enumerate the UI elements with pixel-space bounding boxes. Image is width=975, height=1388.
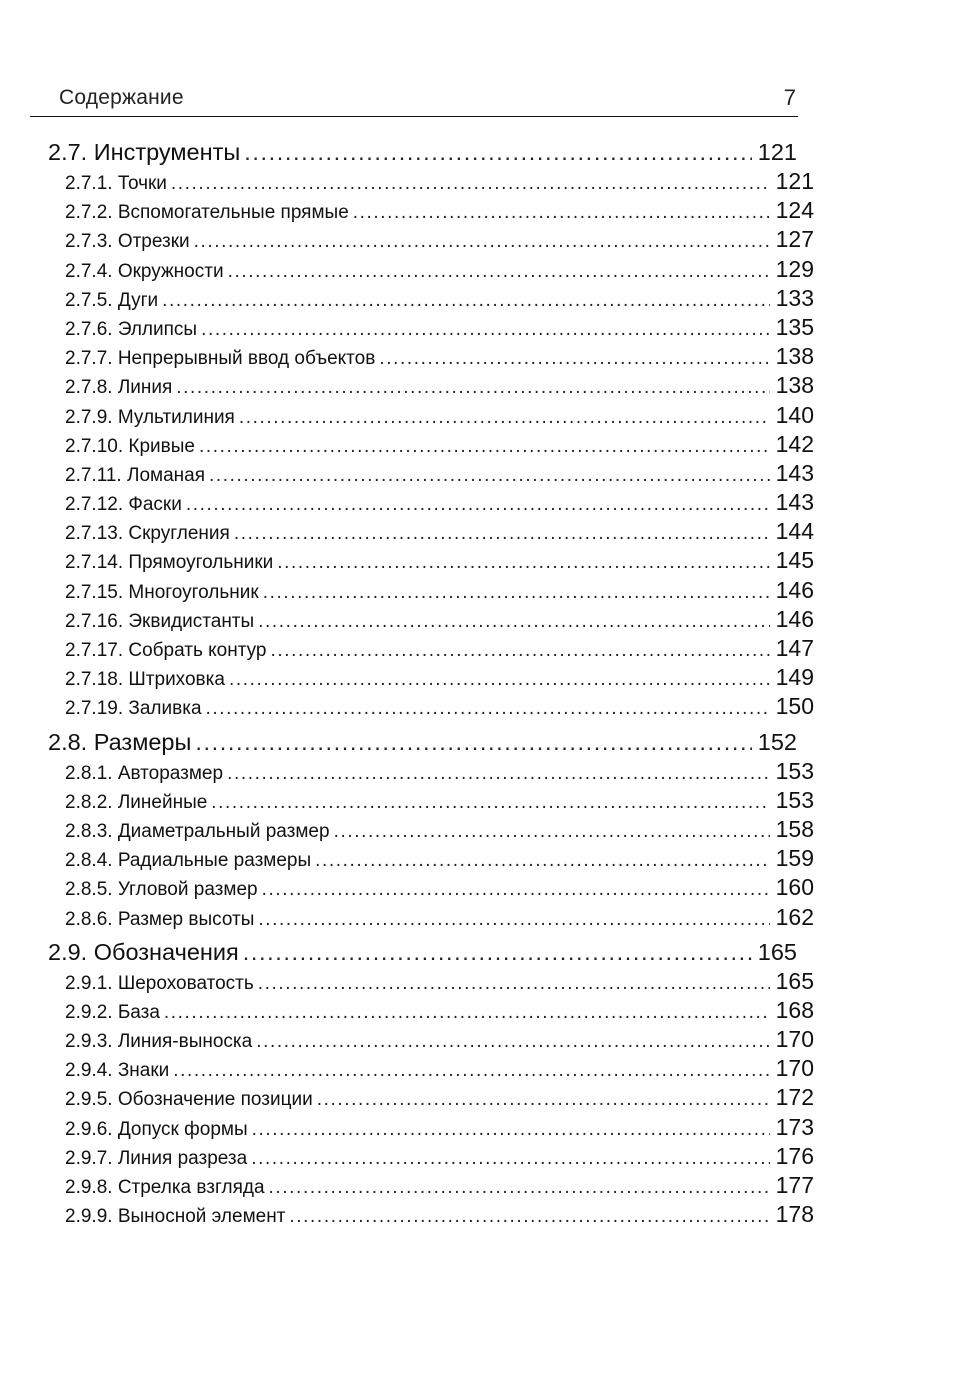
toc-entry-title: 2.8.3. Диаметральный размер <box>65 820 330 842</box>
dot-leader <box>228 257 770 286</box>
toc-entry-page: 173 <box>775 1113 814 1140</box>
toc-entry-page: 176 <box>775 1142 814 1169</box>
dot-leader <box>173 1056 769 1085</box>
toc-entry-page: 147 <box>775 635 814 661</box>
toc-entry-title: 2.7.14. Прямоугольники <box>65 552 274 574</box>
toc-subsection-entry[interactable] <box>48 255 814 284</box>
toc-subsection-entry[interactable] <box>48 1113 814 1142</box>
toc-entry-title: 2.7.17. Собрать контур <box>65 640 267 661</box>
dot-leader <box>269 1173 770 1202</box>
toc-entry-page: 135 <box>775 313 814 340</box>
toc-entry-title: 2.9.2. База <box>65 1001 160 1023</box>
toc-entry-page: 121 <box>775 168 814 194</box>
toc-entry-title: 2.7.16. Эквидистанты <box>65 610 255 632</box>
toc-entry-page: 168 <box>775 996 814 1023</box>
toc-subsection-entry[interactable] <box>48 342 814 371</box>
page-header <box>30 80 798 117</box>
page-number: 7 <box>783 85 796 110</box>
toc-subsection-entry[interactable] <box>48 1083 814 1112</box>
toc-subsection-entry[interactable] <box>48 546 814 575</box>
toc-subsection-entry[interactable] <box>48 815 814 844</box>
toc-entry-title: 2.9.5. Обозначение позиции <box>65 1089 313 1111</box>
toc-entry-page: 140 <box>775 401 814 428</box>
toc-subsection-entry[interactable] <box>48 844 814 873</box>
dot-leader <box>194 227 770 256</box>
toc-entry-title: 2.7.11. Ломаная <box>65 464 205 486</box>
toc-subsection-entry[interactable] <box>48 1142 814 1171</box>
toc-entry-title: 2.7.19. Заливка <box>65 698 202 720</box>
table-of-contents <box>48 138 814 1229</box>
toc-entry-title: 2.7.2. Вспомогательные прямые <box>65 202 349 224</box>
toc-entry-page: 153 <box>775 786 814 813</box>
toc-entry-page: 138 <box>775 343 814 370</box>
toc-entry-page: 160 <box>775 874 814 901</box>
toc-entry-page: 162 <box>775 903 814 930</box>
toc-entry-title: 2.7.6. Эллипсы <box>65 318 198 340</box>
dot-leader <box>186 490 770 519</box>
toc-entry-title: 2.9.4. Знаки <box>65 1060 170 1082</box>
toc-entry-title: 2.7.5. Дуги <box>65 289 159 311</box>
dot-leader <box>162 286 769 315</box>
toc-entry-page: 124 <box>775 197 814 224</box>
toc-subsection-entry[interactable] <box>48 903 814 932</box>
dot-leader <box>171 169 770 198</box>
dot-leader <box>229 665 770 694</box>
toc-entry-title: 2.7.15. Многоугольник <box>65 581 259 603</box>
dot-leader <box>239 403 770 432</box>
toc-entry-title: 2.8.5. Угловой размер <box>65 879 258 901</box>
toc-subsection-entry[interactable] <box>48 663 814 692</box>
toc-entry-page: 144 <box>775 518 814 545</box>
dot-leader <box>317 1085 770 1114</box>
dot-leader <box>334 817 770 846</box>
dot-leader <box>234 519 770 548</box>
toc-entry-page: 153 <box>775 757 814 784</box>
toc-subsection-entry[interactable] <box>48 430 814 459</box>
toc-entry-page: 143 <box>775 459 814 486</box>
toc-entry-page: 172 <box>775 1084 814 1111</box>
dot-leader <box>243 938 752 967</box>
toc-entry-title: 2.7.7. Непрерывный ввод объектов <box>65 348 376 370</box>
toc-entry-page: 177 <box>775 1172 814 1198</box>
toc-section-entry[interactable] <box>48 138 797 167</box>
toc-entry-title: 2.9.1. Шероховатость <box>65 972 254 994</box>
dot-leader <box>199 432 770 461</box>
toc-entry-title: 2.7.13. Скругления <box>65 523 230 545</box>
dot-leader <box>289 1202 769 1231</box>
dot-leader <box>315 846 769 875</box>
dot-leader <box>209 461 770 490</box>
dot-leader <box>262 875 770 904</box>
toc-entry-page: 159 <box>775 845 814 872</box>
toc-subsection-entry[interactable] <box>48 196 814 225</box>
dot-leader <box>252 1115 770 1144</box>
dot-leader <box>271 636 770 665</box>
toc-entry-page: 127 <box>775 226 814 253</box>
toc-entry-title: 2.9. Обозначения <box>48 938 239 965</box>
toc-entry-title: 2.8.4. Радиальные размеры <box>65 850 312 872</box>
dot-leader <box>227 759 770 788</box>
toc-subsection-entry[interactable] <box>48 757 814 786</box>
toc-entry-title: 2.9.9. Выносной элемент <box>65 1206 286 1228</box>
toc-entry-page: 146 <box>775 605 814 632</box>
toc-entry-page: 121 <box>757 139 797 165</box>
toc-subsection-entry[interactable] <box>48 225 814 254</box>
toc-entry-title: 2.7.18. Штриховка <box>65 669 225 691</box>
dot-leader <box>277 548 769 577</box>
dot-leader <box>164 998 770 1027</box>
toc-subsection-entry[interactable] <box>48 1200 814 1229</box>
toc-subsection-entry[interactable] <box>48 517 814 546</box>
toc-subsection-entry[interactable] <box>48 284 814 313</box>
toc-entry-title: 2.7.1. Точки <box>65 173 167 194</box>
toc-entry-title: 2.8.6. Размер высоты <box>65 908 255 930</box>
toc-subsection-entry[interactable] <box>48 996 814 1025</box>
toc-entry-page: 133 <box>775 284 814 311</box>
toc-entry-page: 178 <box>775 1201 814 1228</box>
toc-entry-page: 142 <box>775 430 814 457</box>
toc-subsection-entry[interactable] <box>48 692 814 721</box>
toc-subsection-entry[interactable] <box>48 576 814 605</box>
toc-subsection-entry[interactable] <box>48 459 814 488</box>
toc-entry-page: 165 <box>775 967 814 994</box>
toc-subsection-entry[interactable] <box>48 634 814 663</box>
toc-subsection-entry[interactable] <box>48 1054 814 1083</box>
toc-entry-page: 145 <box>775 547 814 574</box>
toc-entry-page: 170 <box>775 1026 814 1053</box>
toc-entry-page: 158 <box>775 815 814 842</box>
toc-entry-title: 2.9.7. Линия разреза <box>65 1147 248 1169</box>
toc-subsection-entry[interactable] <box>48 786 814 815</box>
toc-subsection-entry[interactable] <box>48 313 814 342</box>
toc-subsection-entry[interactable] <box>48 605 814 634</box>
toc-entry-title: 2.8.2. Линейные <box>65 791 208 813</box>
toc-subsection-entry[interactable] <box>48 167 814 196</box>
toc-subsection-entry[interactable] <box>48 1025 814 1054</box>
toc-entry-title: 2.7.12. Фаски <box>65 494 182 516</box>
toc-entry-page: 143 <box>775 489 814 516</box>
toc-entry-title: 2.7.4. Окружности <box>65 260 224 282</box>
dot-leader <box>251 1144 769 1173</box>
toc-subsection-entry[interactable] <box>48 401 814 430</box>
toc-entry-page: 138 <box>775 372 814 399</box>
toc-subsection-entry[interactable] <box>48 371 814 400</box>
toc-entry-page: 170 <box>775 1055 814 1082</box>
toc-entry-title: 2.7.9. Мультилиния <box>65 406 235 428</box>
toc-entry-title: 2.9.8. Стрелка взгляда <box>65 1177 265 1198</box>
toc-entry-title: 2.7. Инструменты <box>48 139 241 165</box>
dot-leader <box>211 788 769 817</box>
toc-entry-title: 2.7.10. Кривые <box>65 435 195 457</box>
toc-subsection-entry[interactable] <box>48 967 814 996</box>
toc-entry-title: 2.9.6. Допуск формы <box>65 1118 248 1140</box>
toc-section-entry[interactable] <box>48 728 797 757</box>
toc-entry-page: 146 <box>775 576 814 603</box>
dot-leader <box>195 728 751 757</box>
dot-leader <box>201 315 770 344</box>
toc-entry-title: 2.7.8. Линия <box>65 377 173 399</box>
dot-leader <box>206 694 770 723</box>
running-header-title: Содержание <box>59 86 184 109</box>
dot-leader <box>258 905 769 934</box>
toc-subsection-entry[interactable] <box>48 873 814 902</box>
dot-leader <box>256 1027 769 1056</box>
dot-leader <box>353 198 770 227</box>
toc-entry-title: 2.9.3. Линия-выноска <box>65 1031 253 1053</box>
dot-leader <box>244 138 752 167</box>
toc-subsection-entry[interactable] <box>48 1171 814 1200</box>
toc-entry-page: 149 <box>775 664 814 691</box>
toc-subsection-entry[interactable] <box>48 488 814 517</box>
toc-entry-title: 2.8. Размеры <box>48 728 192 755</box>
toc-entry-page: 165 <box>757 938 797 965</box>
toc-section-entry[interactable] <box>48 938 797 967</box>
toc-entry-page: 150 <box>775 693 814 720</box>
toc-entry-page: 129 <box>775 255 814 282</box>
toc-entry-title: 2.7.3. Отрезки <box>65 231 190 253</box>
toc-entry-title: 2.8.1. Авторазмер <box>65 762 224 784</box>
dot-leader <box>258 969 770 998</box>
dot-leader <box>258 607 769 636</box>
toc-entry-page: 152 <box>757 728 797 755</box>
dot-leader <box>379 344 769 373</box>
dot-leader <box>263 578 770 607</box>
dot-leader <box>176 373 769 402</box>
